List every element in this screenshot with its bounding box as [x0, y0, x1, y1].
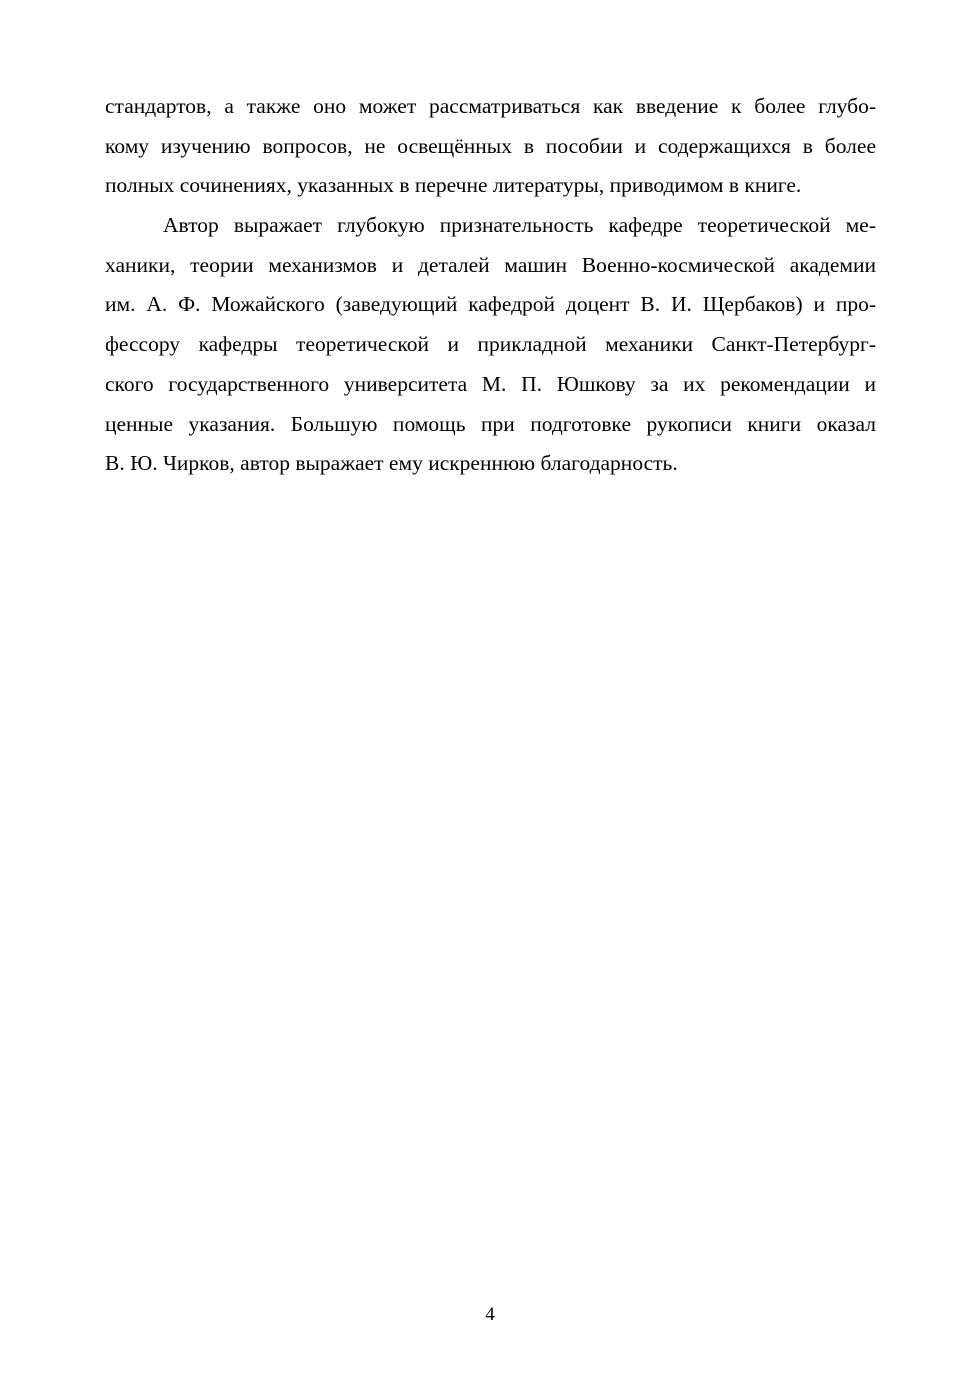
text-line: ценные указания. Большую помощь при подготовке рукописи книги оказал: [105, 411, 876, 436]
text-line: полных сочинениях, указанных в перечне литературы, приводимом в книге.: [105, 173, 802, 198]
text-line: Автор выражает глубокую признательность кафедре теоретической ме-: [163, 213, 876, 238]
text-line: кому изучению вопросов, не освещённых в пособии и содержащихся в более: [105, 133, 876, 158]
text-line: ханики, теории механизмов и деталей машин Военно-космической академии: [105, 252, 876, 277]
paragraph-intro-continuation: [105, 87, 876, 206]
text-line: стандартов, а также оно может рассматриваться как введение к более глубо-: [105, 94, 876, 118]
text-line: фессору кафедры теоретической и прикладной механики Санкт-Петербург-: [105, 332, 876, 357]
text-line: им. А. Ф. Можайского (заведующий кафедрой доцент В. И. Щербаков) и про-: [105, 292, 876, 317]
page-number: 4: [485, 1304, 495, 1325]
paragraph-acknowledgements: [105, 206, 876, 484]
text-line: В. Ю. Чирков, автор выражает ему искреннюю благодарность.: [105, 451, 678, 476]
body-text: [105, 87, 876, 484]
text-line: ского государственного университета М. П. Юшкову за их рекомендации и: [105, 371, 876, 396]
